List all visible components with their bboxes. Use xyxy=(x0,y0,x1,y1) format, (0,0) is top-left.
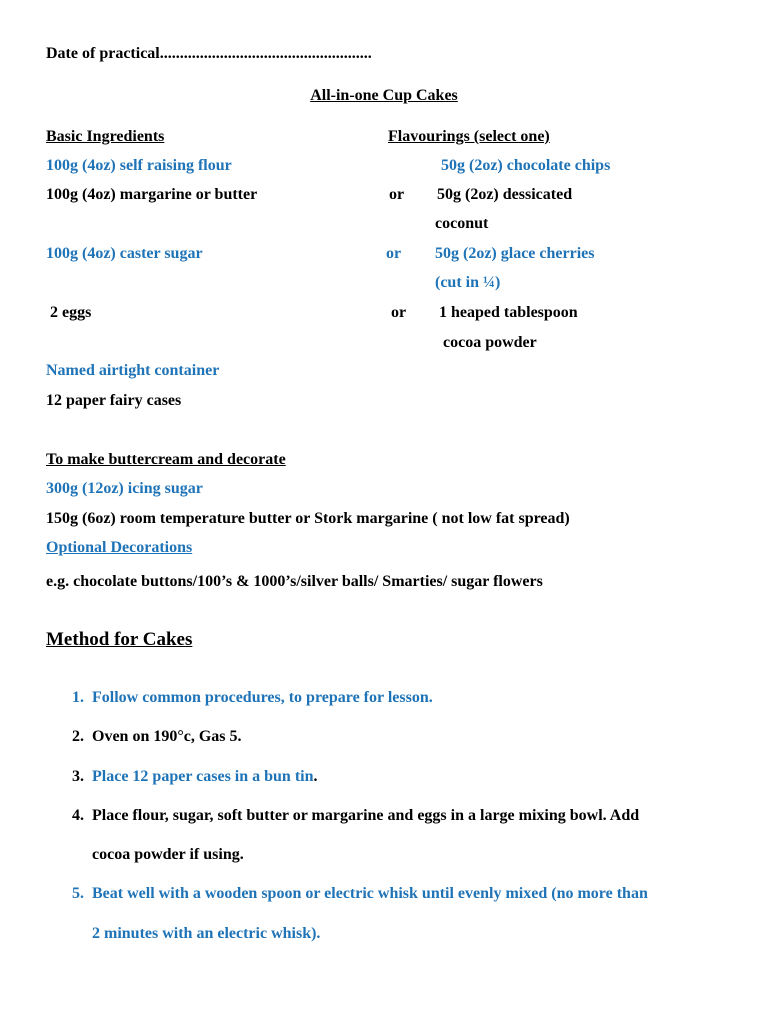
flavourings-heading: Flavourings (select one) xyxy=(388,128,550,145)
ingredient-container: Named airtight container xyxy=(46,362,220,379)
or-label: or xyxy=(391,304,407,321)
flavouring-coconut: 50g (2oz) dessicated xyxy=(437,186,573,203)
flavouring-glace-cherries: 50g (2oz) glace cherries xyxy=(435,245,595,262)
step-3-period: . xyxy=(313,768,318,785)
step-2-text: Oven on 190°c, Gas 5. xyxy=(92,728,242,745)
ingredient-margarine: 100g (4oz) margarine or butter xyxy=(46,186,258,203)
or-label: or xyxy=(389,186,405,203)
basic-ingredients-heading: Basic Ingredients xyxy=(46,128,165,145)
step-number: 5. xyxy=(72,885,84,902)
buttercream-icing-sugar: 300g (12oz) icing sugar xyxy=(46,480,203,497)
buttercream-heading: To make buttercream and decorate xyxy=(46,451,286,468)
step-number: 1. xyxy=(72,689,84,706)
ingredient-sugar: 100g (4oz) caster sugar xyxy=(46,245,203,262)
step-3-text: Place 12 paper cases in a bun tin xyxy=(92,768,314,785)
step-3-line xyxy=(92,767,318,787)
flavouring-cocoa: 1 heaped tablespoon xyxy=(439,304,578,321)
step-5-text: Beat well with a wooden spoon or electric whisk until evenly mixed (no more than xyxy=(92,885,648,902)
flavouring-coconut-line2: coconut xyxy=(435,215,489,232)
buttercream-butter: 150g (6oz) room temperature butter or Stork margarine ( not low fat spread) xyxy=(46,510,570,527)
step-4-text-line2: cocoa powder if using. xyxy=(92,846,244,863)
flavouring-cocoa-line2: cocoa powder xyxy=(443,334,537,351)
step-number: 3. xyxy=(72,768,84,785)
step-1-text: Follow common procedures, to prepare for lesson. xyxy=(92,689,433,706)
optional-decorations-heading: Optional Decorations xyxy=(46,539,193,556)
recipe-title: All-in-one Cup Cakes xyxy=(310,87,458,104)
date-of-practical: Date of practical..................................................... xyxy=(46,45,372,62)
ingredient-eggs: 2 eggs xyxy=(46,304,92,321)
method-heading: Method for Cakes xyxy=(46,629,193,650)
ingredient-fairy-cases: 12 paper fairy cases xyxy=(46,392,182,409)
decorations-examples: e.g. chocolate buttons/100’s & 1000’s/silver balls/ Smarties/ sugar flowers xyxy=(46,573,543,590)
step-number: 4. xyxy=(72,807,84,824)
step-4-text: Place flour, sugar, soft butter or margarine and eggs in a large mixing bowl. Add xyxy=(92,807,640,824)
flavouring-glace-cherries-line2: (cut in ¼) xyxy=(435,274,501,291)
step-5-text-line2: 2 minutes with an electric whisk). xyxy=(92,925,321,942)
step-number: 2. xyxy=(72,728,84,745)
flavouring-chocolate-chips: 50g (2oz) chocolate chips xyxy=(441,157,611,174)
or-label: or xyxy=(386,245,402,262)
ingredient-flour: 100g (4oz) self raising flour xyxy=(46,157,232,174)
